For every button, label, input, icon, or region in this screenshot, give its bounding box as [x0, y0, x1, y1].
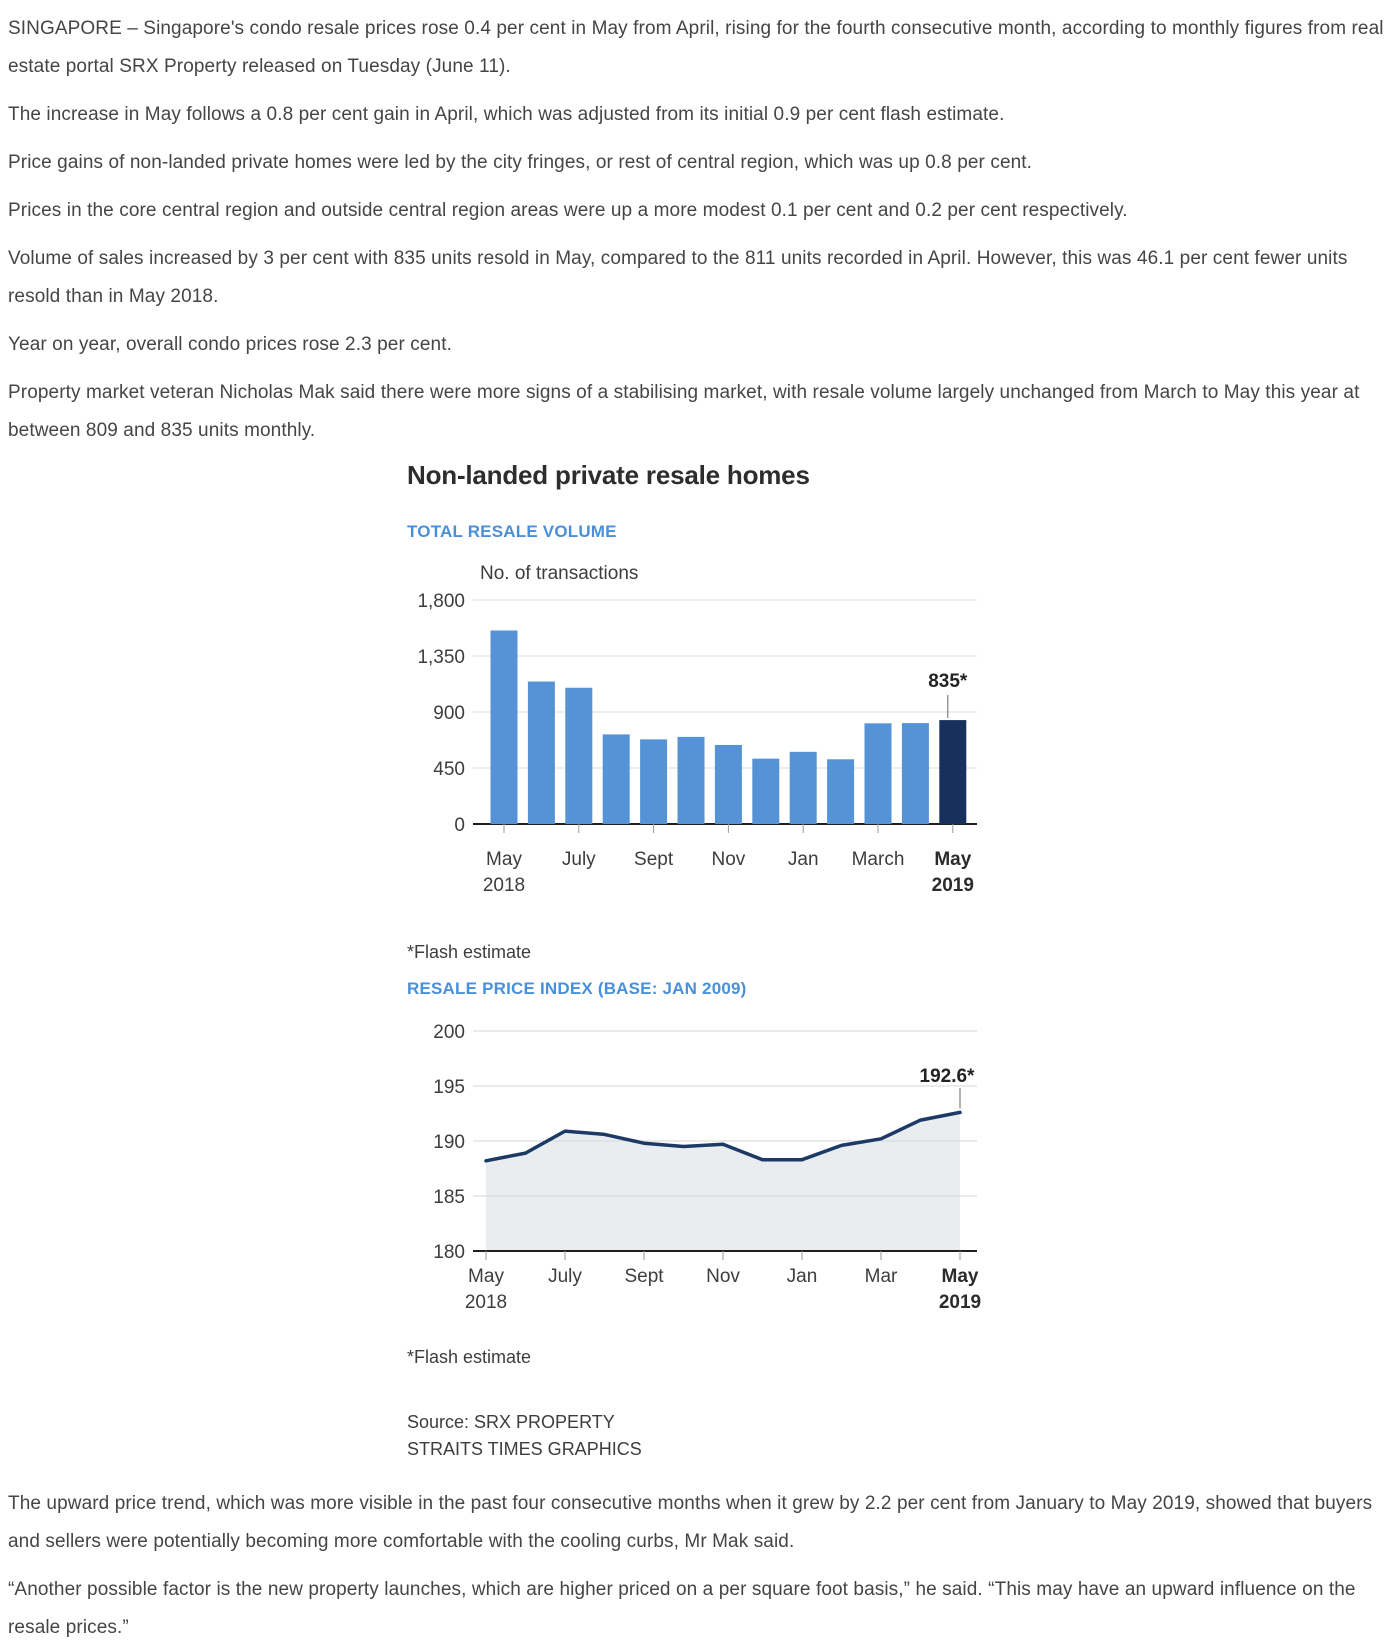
bar [491, 630, 518, 824]
article-paragraph: The upward price trend, which was more visible in the past four consecutive months when it grew by 2.2 per cent from January to May 2019, showed that buyers and sellers were potentially becoming more comfortable with the cooling curbs, Mr Mak said. [8, 1493, 1373, 1552]
bar [827, 759, 854, 824]
x-tick-sublabel: 2018 [464, 1292, 508, 1313]
x-tick-sublabel: 2019 [931, 875, 974, 896]
volume-chart-heading: TOTAL RESALE VOLUME [407, 522, 617, 541]
article-paragraph: “Another possible factor is the new property launches, which are higher priced on a per square foot basis,” he said. “This may have an upward influence on the resale prices.” [8, 1579, 1356, 1638]
x-tick-label: Mar [864, 1266, 898, 1287]
source-credit [407, 1409, 990, 1463]
volume-bar-chart [407, 555, 990, 900]
bar [790, 752, 817, 824]
flash-estimate-note: *Flash estimate [407, 942, 532, 962]
y-tick-label: 0 [454, 815, 465, 836]
x-tick-label: Nov [711, 849, 746, 870]
y-tick-label: 185 [433, 1187, 465, 1208]
bar [752, 759, 779, 824]
y-tick-label: 1,800 [417, 591, 465, 612]
x-tick-label: May [468, 1266, 504, 1287]
bar [603, 734, 630, 824]
price-index-chart-svg [407, 1020, 990, 1320]
flash-estimate-note: *Flash estimate [407, 1347, 532, 1367]
article-top-text [0, 0, 1398, 450]
article-paragraph: Volume of sales increased by 3 per cent with 835 units resold in May, compared to the 811 units recorded in April. However, this was 46.1 per cent fewer units resold than in May 2018. [8, 248, 1348, 307]
article-paragraph: Price gains of non-landed private homes were led by the city fringes, or rest of central region, which was up 0.8 per cent. [8, 152, 1033, 173]
bar [678, 737, 705, 824]
x-tick-label: July [561, 849, 596, 870]
bar [528, 682, 555, 824]
x-tick-label: Sept [624, 1266, 664, 1287]
y-tick-label: 180 [433, 1242, 465, 1263]
bar [902, 723, 929, 824]
x-tick-label: May [486, 849, 522, 870]
price-index-line-chart [407, 1020, 990, 1320]
x-tick-sublabel: 2019 [938, 1292, 982, 1313]
x-tick-label: May [941, 1266, 979, 1287]
article-paragraph: The increase in May follows a 0.8 per cent gain in April, which was adjusted from its initial 0.9 per cent flash estimate. [8, 104, 1005, 125]
x-tick-label: Jan [787, 849, 819, 870]
x-tick-sublabel: 2018 [482, 875, 526, 896]
article-paragraph: Year on year, overall condo prices rose 2.3 per cent. [8, 334, 452, 355]
y-tick-label: 200 [433, 1022, 465, 1043]
x-tick-label: May [934, 849, 972, 870]
bar [565, 688, 592, 824]
article-paragraph: SINGAPORE – Singapore's condo resale prices rose 0.4 per cent in May from April, rising for the fourth consecutive month, according to monthly figures from real estate portal SRX Property released on Tuesday (June 11). [8, 18, 1384, 77]
article-bottom-text [0, 1463, 1398, 1647]
infographic-title: Non-landed private resale homes [407, 460, 810, 490]
x-tick-label: March [851, 849, 905, 870]
article-paragraph: Prices in the core central region and outside central region areas were up a more modest 0.1 per cent and 0.2 per cent respectively. [8, 200, 1128, 221]
y-tick-label: 1,350 [417, 647, 465, 668]
bar [865, 723, 892, 824]
article-paragraph: Property market veteran Nicholas Mak said there were more signs of a stabilising market, with resale volume largely unchanged from March to May this year at between 809 and 835 units monthly. [8, 382, 1360, 441]
x-tick-label: Sept [634, 849, 674, 870]
y-tick-label: 450 [433, 759, 465, 780]
price-index-chart-heading: RESALE PRICE INDEX (BASE: JAN 2009) [407, 979, 747, 998]
line-annotation: 192.6* [919, 1066, 975, 1087]
bar [640, 739, 667, 824]
y-axis-title: No. of transactions [480, 563, 639, 584]
y-tick-label: 190 [433, 1132, 465, 1153]
x-tick-label: July [548, 1266, 582, 1287]
credit-line: STRAITS TIMES GRAPHICS [407, 1439, 642, 1459]
source-line: Source: SRX PROPERTY [407, 1412, 615, 1432]
x-tick-label: Nov [706, 1266, 740, 1287]
bar [715, 745, 742, 824]
y-tick-label: 195 [433, 1077, 465, 1098]
volume-bar-chart-svg [407, 555, 990, 900]
infographic [407, 460, 990, 1463]
x-tick-label: Jan [786, 1266, 818, 1287]
bar-highlight [939, 720, 966, 824]
y-tick-label: 900 [433, 703, 465, 724]
bar-annotation: 835* [928, 671, 968, 692]
